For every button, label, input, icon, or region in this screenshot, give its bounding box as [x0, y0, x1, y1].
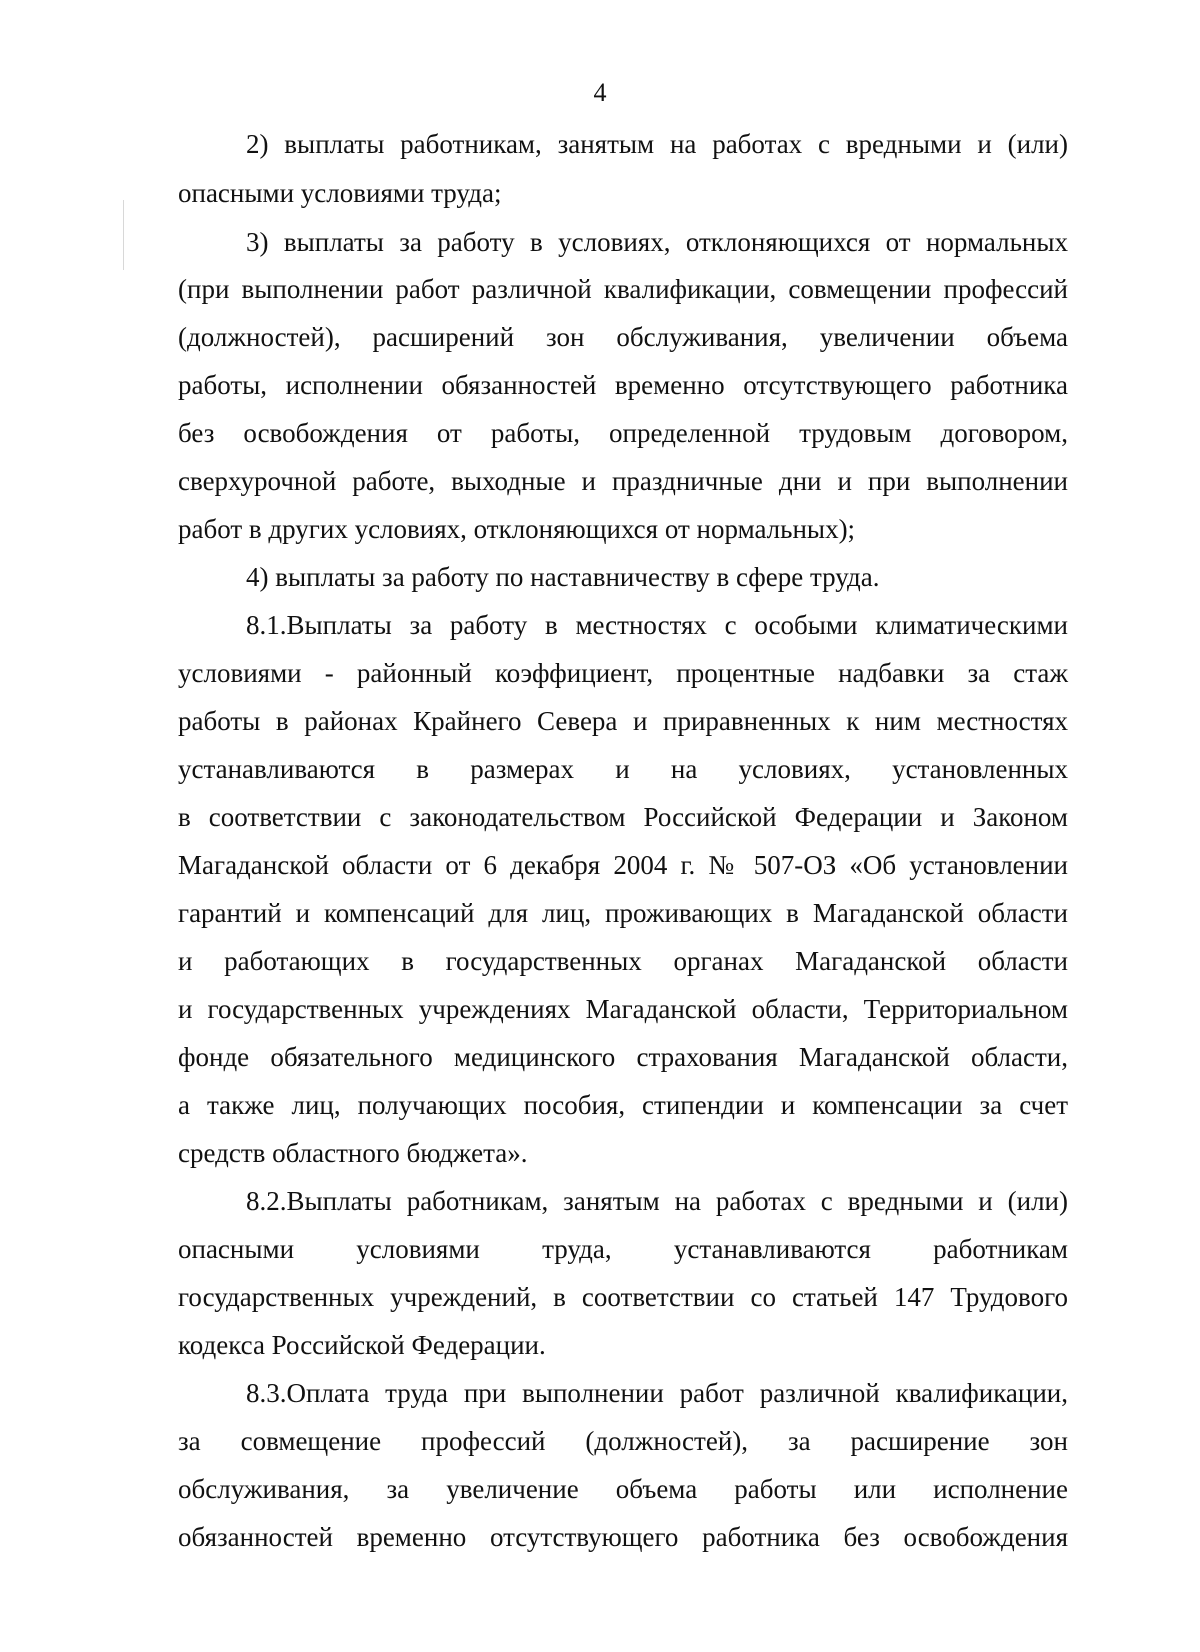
text-line: кодекса Российской Федерации. [178, 1330, 546, 1360]
text-line: гарантий и компенсаций для лиц, проживающих в Магаданской области [178, 898, 1068, 928]
text-line: (при выполнении работ различной квалификации, совмещении профессий [178, 274, 1068, 304]
text-line: 2) выплаты работникам, занятым на работах с вредными и (или) [246, 129, 1068, 159]
text-line: средств областного бюджета». [178, 1138, 528, 1168]
page-number: 4 [593, 78, 607, 107]
text-line: 8.3.Оплата труда при выполнении работ различной квалификации, [246, 1378, 1068, 1408]
text-line: работ в других условиях, отклоняющихся от нормальных); [178, 514, 856, 544]
text-line: государственных учреждений, в соответствии со статьей 147 Трудового [178, 1282, 1068, 1312]
text-line: и работающих в государственных органах Магаданской области [178, 946, 1068, 976]
text-line: в соответствии с законодательством Российской Федерации и Законом [178, 802, 1068, 832]
scan-artifact [123, 200, 124, 270]
text-line: 8.2.Выплаты работникам, занятым на работах с вредными и (или) [246, 1186, 1068, 1216]
text-line: Магаданской области от 6 декабря 2004 г. № 507-ОЗ «Об установлении [178, 850, 1068, 880]
text-line: устанавливаются в размерах и на условиях, установленных [178, 754, 1068, 784]
text-line: 4) выплаты за работу по наставничеству в сфере труда. [246, 562, 880, 592]
text-line: 8.1.Выплаты за работу в местностях с особыми климатическими [246, 610, 1068, 640]
text-line: (должностей), расширений зон обслуживания, увеличении объема [178, 322, 1068, 352]
text-line: фонде обязательного медицинского страхования Магаданской области, [178, 1042, 1068, 1072]
text-line: обслуживания, за увеличение объема работы или исполнение [178, 1474, 1068, 1504]
text-line: обязанностей временно отсутствующего работника без освобождения [178, 1522, 1068, 1552]
text-line: работы в районах Крайнего Севера и приравненных к ним местностях [178, 706, 1068, 736]
text-line: и государственных учреждениях Магаданской области, Территориальном [178, 994, 1068, 1024]
text-line: опасными условиями труда, устанавливаются работникам [178, 1234, 1068, 1264]
text-line: 3) выплаты за работу в условиях, отклоняющихся от нормальных [246, 227, 1068, 257]
text-line: а также лиц, получающих пособия, стипендии и компенсации за счет [178, 1090, 1068, 1120]
text-line: работы, исполнении обязанностей временно отсутствующего работника [178, 370, 1068, 400]
text-line: условиями - районный коэффициент, процентные надбавки за стаж [178, 658, 1068, 688]
text-line: опасными условиями труда; [178, 178, 502, 208]
text-line: сверхурочной работе, выходные и праздничные дни и при выполнении [178, 466, 1068, 496]
text-line: за совмещение профессий (должностей), за расширение зон [178, 1426, 1068, 1456]
text-line: без освобождения от работы, определенной трудовым договором, [178, 418, 1068, 448]
